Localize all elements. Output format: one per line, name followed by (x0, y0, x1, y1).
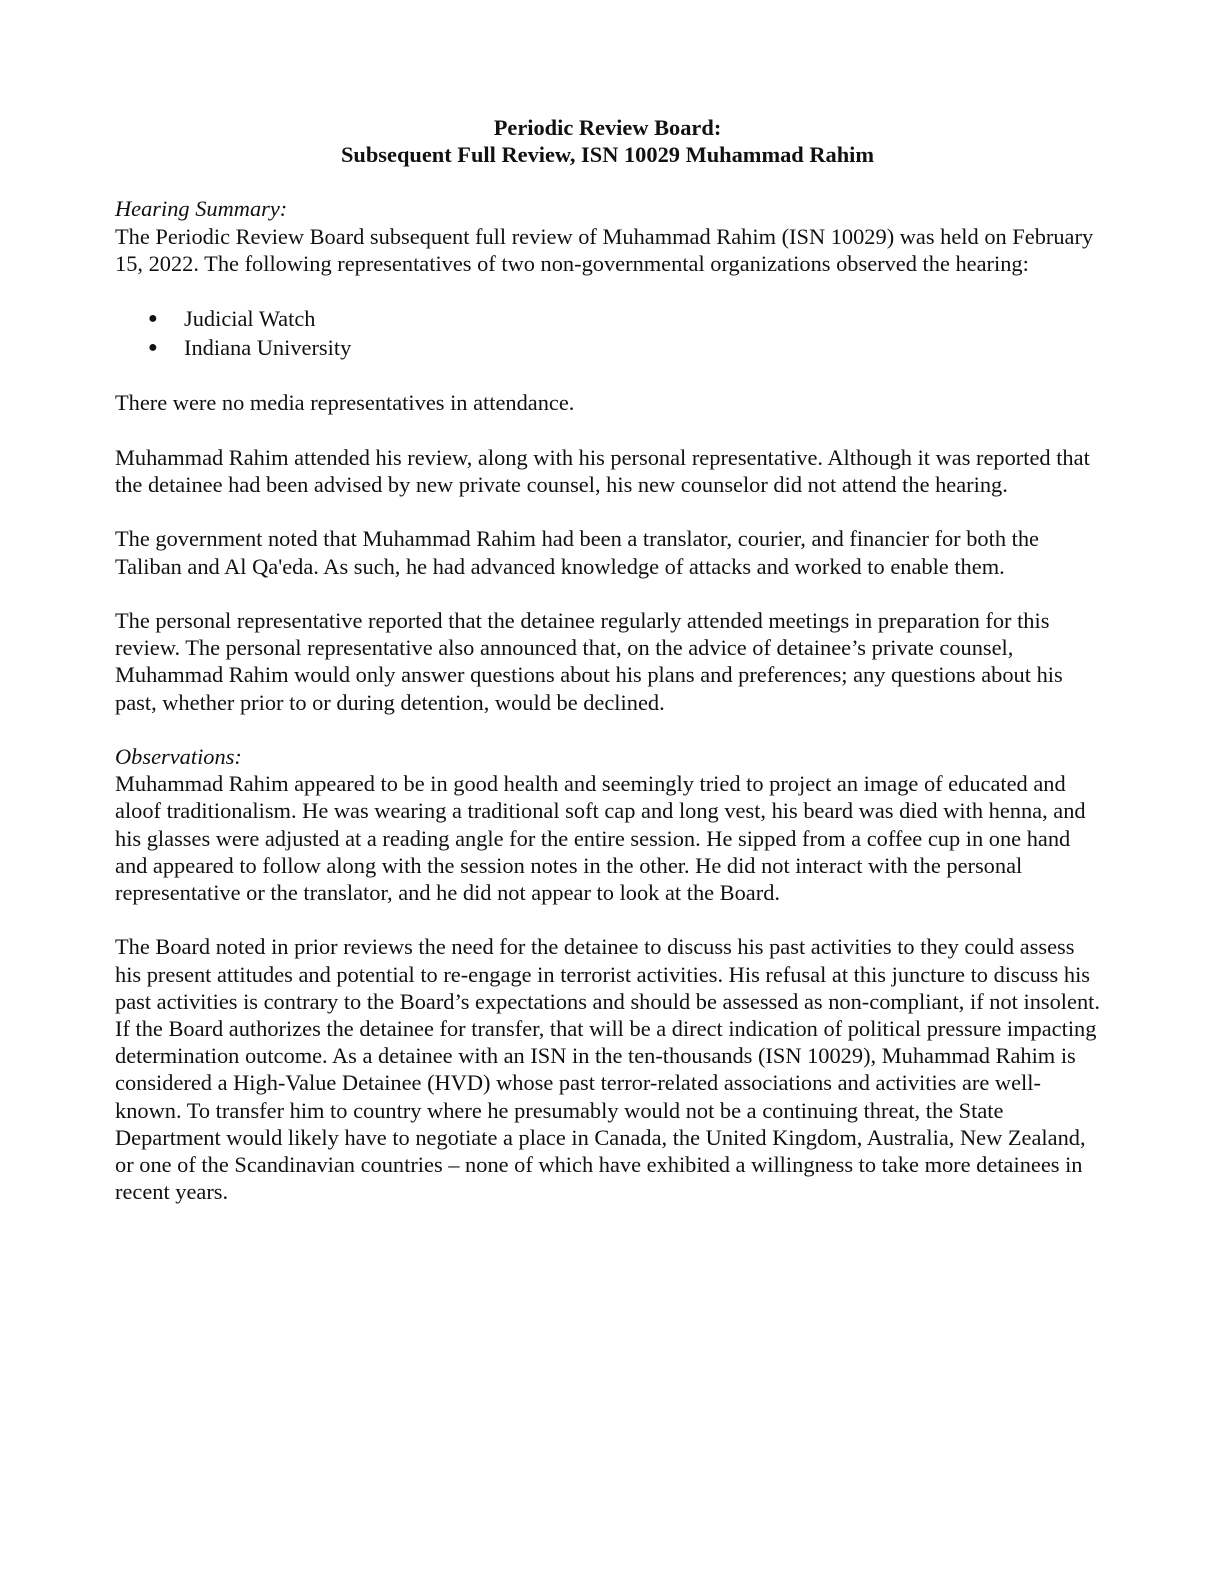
appearance-paragraph: Muhammad Rahim appeared to be in good health and seemingly tried to project an image of educated and aloof traditionalism. He was wearing a traditional soft cap and long vest, his beard was died with henna, and his glasses were adjusted at a reading angle for the entire session. He sipped from a coffee cup in one hand and appeared to follow along with the session notes in the other. He did not interact with the personal representative or the translator, and he did not appear to look at the Board. (115, 771, 1086, 905)
bullet-icon: ● (148, 339, 158, 357)
observer-list (115, 304, 1100, 362)
government-paragraph: The government noted that Muhammad Rahim had been a translator, courier, and financier for both the Taliban and Al Qa'eda. As such, he had advanced knowledge of attacks and worked to enable them. (115, 526, 1039, 579)
observer-name: Judicial Watch (184, 306, 316, 332)
document-title (115, 114, 1100, 168)
hearing-intro-paragraph: The Periodic Review Board subsequent full review of Muhammad Rahim (ISN 10029) was held on February 15, 2022. The following representatives of two non-governmental organizations observed the hearing: (115, 223, 1094, 276)
personal-representative-paragraph: The personal representative reported that the detainee regularly attended meetings in preparation for this review. The personal representative also announced that, on the advice of detainee’s private counsel, Muhammad Rahim would only answer questions about his plans and preferences; any questions about his past, whether prior to or during detention, would be declined. (115, 607, 1063, 715)
title-line-1: Periodic Review Board: (493, 115, 722, 140)
document-page (115, 114, 1100, 1233)
media-paragraph: There were no media representatives in attendance. (115, 390, 575, 416)
hearing-summary-heading: Hearing Summary: (115, 196, 288, 222)
bullet-icon: ● (148, 310, 158, 328)
attendance-paragraph: Muhammad Rahim attended his review, along with his personal representative. Although it was reported that the detainee had been advised by new private counsel, his new counselor did not attend the hearing. (115, 444, 1090, 497)
assessment-paragraph: The Board noted in prior reviews the need for the detainee to discuss his past activities to they could assess his present attitudes and potential to re-engage in terrorist activities. His refusal at this juncture to discuss his past activities is contrary to the Board’s expectations and should be assessed as non-compliant, if not insolent. If the Board authorizes the detainee for transfer, that will be a direct indication of political pressure impacting determination outcome. As a detainee with an ISN in the ten-thousands (ISN 10029), Muhammad Rahim is considered a High-Value Detainee (HVD) whose past terror-related associations and activities are well-known. To transfer him to country where he presumably would not be a continuing threat, the State Department would likely have to negotiate a place in Canada, the United Kingdom, Australia, New Zealand, or one of the Scandinavian countries – none of which have exhibited a willingness to take more detainees in recent years. (115, 934, 1100, 1205)
title-line-2: Subsequent Full Review, ISN 10029 Muhammad Rahim (340, 142, 875, 168)
observer-name: Indiana University (184, 335, 352, 361)
observations-heading: Observations: (115, 743, 242, 769)
list-item (115, 304, 1100, 333)
list-item (115, 333, 1100, 362)
